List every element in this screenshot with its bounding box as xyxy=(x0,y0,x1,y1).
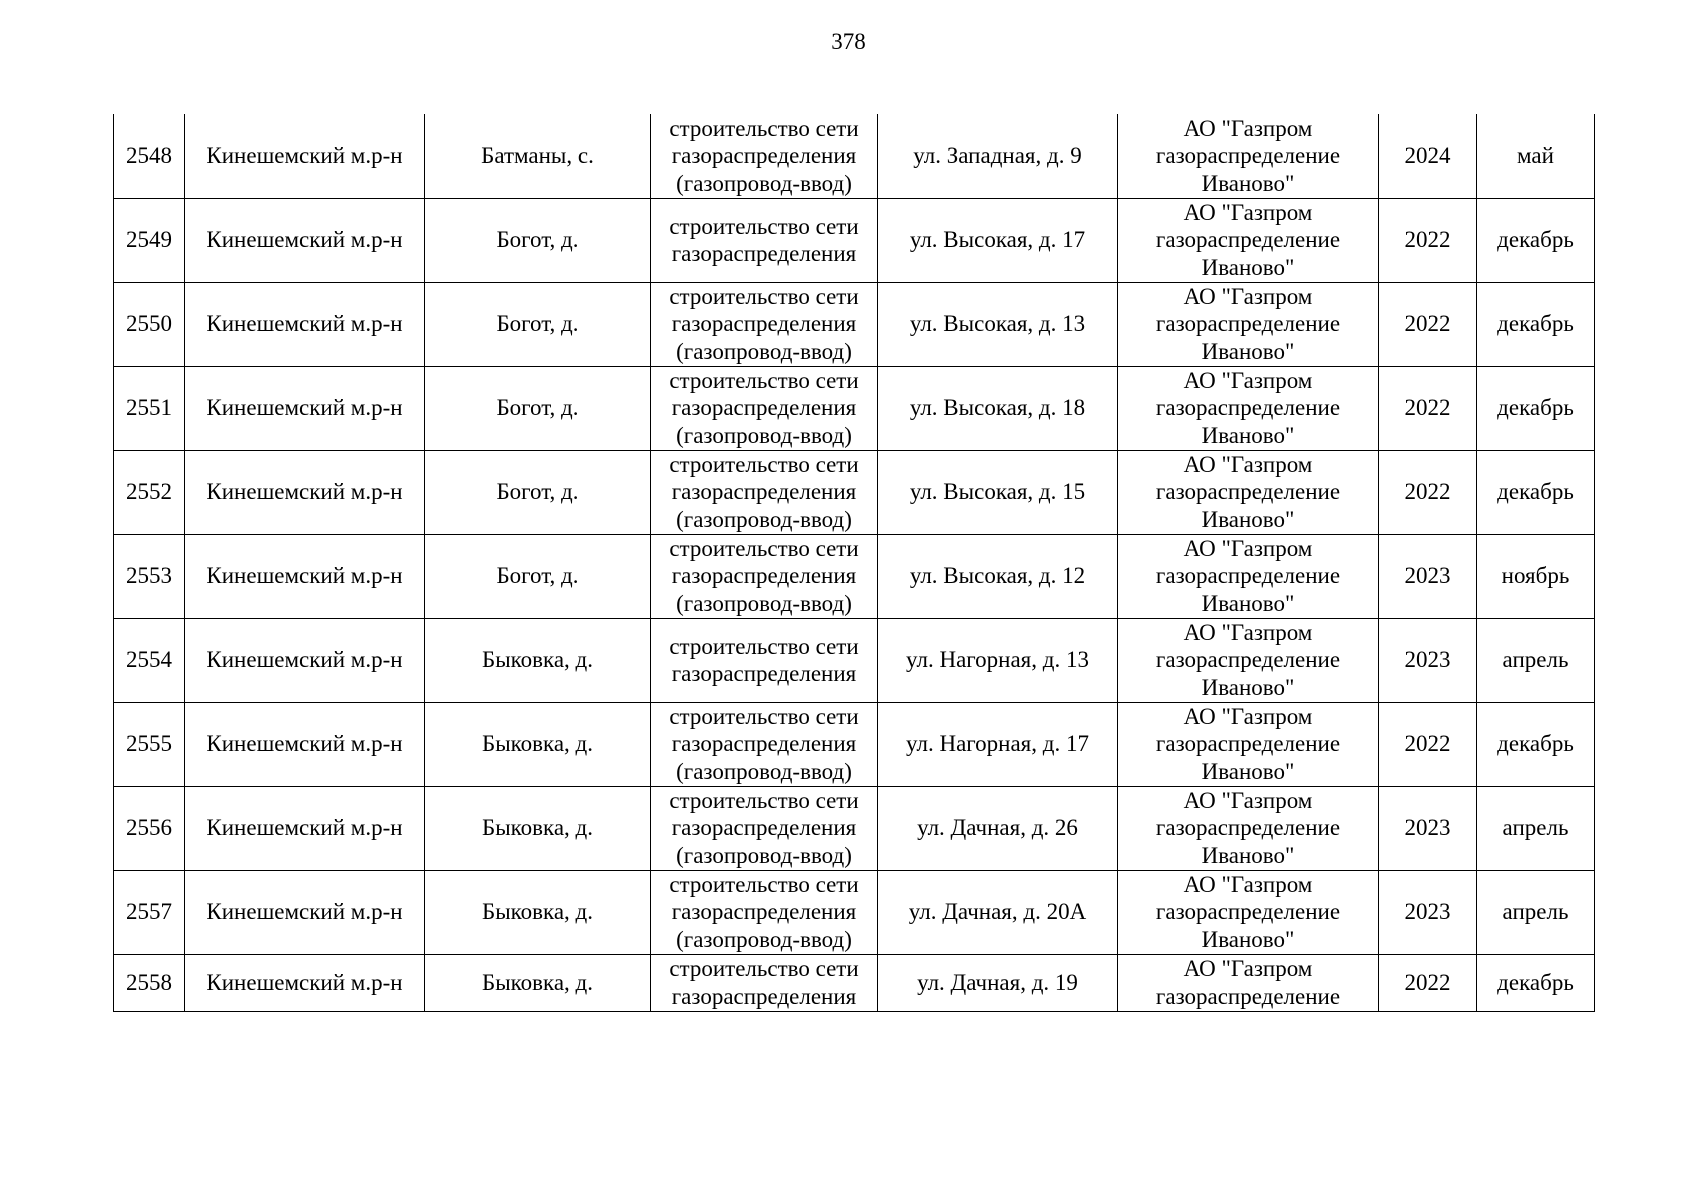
cell-work-type xyxy=(651,366,878,450)
cell-work-type-line: газораспределения xyxy=(671,661,857,686)
cell-organization-line: АО "Газпром xyxy=(1183,199,1313,225)
cell-year: 2022 xyxy=(1379,450,1477,534)
cell-work-type-line: строительство сети xyxy=(669,451,859,477)
cell-organization-line: АО "Газпром xyxy=(1183,535,1313,561)
cell-locality: Богот, д. xyxy=(425,450,651,534)
cell-year: 2022 xyxy=(1379,282,1477,366)
cell-organization-line: АО "Газпром xyxy=(1183,703,1313,729)
cell-locality: Быковка, д. xyxy=(425,870,651,954)
cell-locality: Батманы, с. xyxy=(425,114,651,198)
cell-organization-line: газораспределение xyxy=(1155,647,1341,673)
cell-work-type-line: газораспределения xyxy=(671,983,857,1009)
cell-organization-line: Иваново" xyxy=(1201,758,1295,784)
cell-address: ул. Высокая, д. 12 xyxy=(878,534,1118,618)
table-row xyxy=(114,198,1595,282)
cell-work-type xyxy=(651,786,878,870)
cell-organization-line: Иваново" xyxy=(1201,926,1295,952)
cell-work-type-line: газораспределения xyxy=(671,815,857,841)
cell-work-type-line: (газопровод-ввод) xyxy=(676,338,852,364)
cell-number: 2550 xyxy=(114,282,185,366)
cell-address: ул. Дачная, д. 20А xyxy=(878,870,1118,954)
cell-address: ул. Дачная, д. 26 xyxy=(878,786,1118,870)
cell-month: апрель xyxy=(1477,786,1595,870)
cell-organization-line: Иваново" xyxy=(1201,842,1295,868)
cell-number: 2557 xyxy=(114,870,185,954)
table-row xyxy=(114,954,1595,1011)
cell-organization-line: АО "Газпром xyxy=(1183,115,1313,141)
cell-month: декабрь xyxy=(1477,366,1595,450)
cell-organization-line: Иваново" xyxy=(1201,338,1295,364)
cell-organization-line: Иваново" xyxy=(1201,422,1295,448)
cell-year: 2023 xyxy=(1379,618,1477,702)
cell-work-type-line: (газопровод-ввод) xyxy=(676,170,852,196)
cell-organization-line: газораспределение xyxy=(1155,479,1341,505)
cell-district: Кинешемский м.р-н xyxy=(185,702,425,786)
cell-number: 2554 xyxy=(114,618,185,702)
cell-organization xyxy=(1118,282,1379,366)
cell-month: декабрь xyxy=(1477,450,1595,534)
cell-organization-line: газораспределение xyxy=(1155,815,1341,841)
cell-year: 2024 xyxy=(1379,114,1477,198)
cell-district: Кинешемский м.р-н xyxy=(185,282,425,366)
cell-locality: Богот, д. xyxy=(425,282,651,366)
cell-organization xyxy=(1118,870,1379,954)
cell-locality: Богот, д. xyxy=(425,198,651,282)
cell-year: 2023 xyxy=(1379,870,1477,954)
cell-work-type-line: строительство сети xyxy=(669,213,859,239)
cell-work-type xyxy=(651,954,878,1011)
cell-work-type-line: строительство сети xyxy=(669,633,859,659)
table-row xyxy=(114,534,1595,618)
table-row xyxy=(114,870,1595,954)
cell-organization-line: газораспределение xyxy=(1155,899,1341,925)
gas-network-table xyxy=(113,114,1595,1012)
cell-month: декабрь xyxy=(1477,282,1595,366)
cell-work-type-line: газораспределения xyxy=(671,563,857,589)
cell-number: 2556 xyxy=(114,786,185,870)
cell-district: Кинешемский м.р-н xyxy=(185,954,425,1011)
cell-work-type-line: газораспределения xyxy=(671,899,857,925)
cell-organization xyxy=(1118,702,1379,786)
cell-year: 2022 xyxy=(1379,702,1477,786)
cell-organization-line: АО "Газпром xyxy=(1183,283,1313,309)
cell-organization-line: газораспределение xyxy=(1155,563,1341,589)
cell-locality: Быковка, д. xyxy=(425,954,651,1011)
page-number: 378 xyxy=(831,29,866,54)
cell-organization-line: газораспределение xyxy=(1155,311,1341,337)
cell-work-type-line: (газопровод-ввод) xyxy=(676,842,852,868)
cell-work-type-line: газораспределения xyxy=(671,241,857,266)
cell-organization xyxy=(1118,786,1379,870)
cell-organization-line: Иваново" xyxy=(1201,170,1295,196)
cell-organization-line: АО "Газпром xyxy=(1183,367,1313,393)
cell-organization-line: Иваново" xyxy=(1201,674,1295,700)
cell-district: Кинешемский м.р-н xyxy=(185,450,425,534)
cell-month: декабрь xyxy=(1477,702,1595,786)
cell-address: ул. Высокая, д. 13 xyxy=(878,282,1118,366)
cell-number: 2553 xyxy=(114,534,185,618)
cell-work-type-line: строительство сети xyxy=(669,871,859,897)
cell-work-type-line: (газопровод-ввод) xyxy=(676,506,852,532)
cell-work-type xyxy=(651,534,878,618)
cell-month: апрель xyxy=(1477,618,1595,702)
cell-address: ул. Нагорная, д. 17 xyxy=(878,702,1118,786)
cell-district: Кинешемский м.р-н xyxy=(185,786,425,870)
cell-organization-line: Иваново" xyxy=(1201,254,1295,280)
cell-locality: Быковка, д. xyxy=(425,786,651,870)
cell-work-type-line: (газопровод-ввод) xyxy=(676,422,852,448)
cell-address: ул. Нагорная, д. 13 xyxy=(878,618,1118,702)
cell-work-type-line: строительство сети xyxy=(669,787,859,813)
cell-number: 2548 xyxy=(114,114,185,198)
cell-work-type xyxy=(651,450,878,534)
cell-locality: Богот, д. xyxy=(425,366,651,450)
cell-work-type-line: газораспределения xyxy=(671,731,857,757)
cell-work-type-line: строительство сети xyxy=(669,535,859,561)
cell-number: 2552 xyxy=(114,450,185,534)
cell-year: 2022 xyxy=(1379,954,1477,1011)
cell-work-type-line: строительство сети xyxy=(669,115,859,141)
cell-organization-line: газораспределение xyxy=(1155,983,1341,1009)
cell-month: май xyxy=(1477,114,1595,198)
cell-address: ул. Дачная, д. 19 xyxy=(878,954,1118,1011)
cell-district: Кинешемский м.р-н xyxy=(185,114,425,198)
cell-work-type-line: строительство сети xyxy=(669,367,859,393)
cell-organization-line: газораспределение xyxy=(1155,395,1341,421)
cell-address: ул. Западная, д. 9 xyxy=(878,114,1118,198)
cell-organization xyxy=(1118,366,1379,450)
cell-organization-line: газораспределение xyxy=(1155,227,1341,253)
cell-organization-line: АО "Газпром xyxy=(1183,451,1313,477)
cell-district: Кинешемский м.р-н xyxy=(185,366,425,450)
cell-work-type xyxy=(651,870,878,954)
cell-organization xyxy=(1118,618,1379,702)
cell-address: ул. Высокая, д. 18 xyxy=(878,366,1118,450)
cell-work-type-line: строительство сети xyxy=(669,703,859,729)
cell-number: 2549 xyxy=(114,198,185,282)
cell-address: ул. Высокая, д. 15 xyxy=(878,450,1118,534)
table-row xyxy=(114,702,1595,786)
cell-organization-line: АО "Газпром xyxy=(1183,787,1313,813)
cell-work-type-line: газораспределения xyxy=(671,479,857,505)
cell-year: 2022 xyxy=(1379,198,1477,282)
cell-organization xyxy=(1118,450,1379,534)
cell-locality: Быковка, д. xyxy=(425,618,651,702)
cell-district: Кинешемский м.р-н xyxy=(185,618,425,702)
cell-work-type-line: газораспределения xyxy=(671,311,857,337)
cell-address: ул. Высокая, д. 17 xyxy=(878,198,1118,282)
cell-work-type xyxy=(651,618,878,702)
cell-month: декабрь xyxy=(1477,198,1595,282)
table-row xyxy=(114,282,1595,366)
cell-work-type-line: (газопровод-ввод) xyxy=(676,926,852,952)
cell-year: 2022 xyxy=(1379,366,1477,450)
cell-month: ноябрь xyxy=(1477,534,1595,618)
cell-work-type xyxy=(651,114,878,198)
cell-locality: Богот, д. xyxy=(425,534,651,618)
cell-district: Кинешемский м.р-н xyxy=(185,870,425,954)
cell-work-type-line: (газопровод-ввод) xyxy=(676,758,852,784)
cell-organization-line: газораспределение xyxy=(1155,731,1341,757)
table-row xyxy=(114,114,1595,198)
cell-work-type-line: строительство сети xyxy=(669,283,859,309)
cell-work-type-line: (газопровод-ввод) xyxy=(676,590,852,616)
cell-organization xyxy=(1118,198,1379,282)
table-row xyxy=(114,786,1595,870)
table-body xyxy=(114,114,1595,1011)
cell-district: Кинешемский м.р-н xyxy=(185,534,425,618)
cell-work-type-line: газораспределения xyxy=(671,395,857,421)
cell-work-type xyxy=(651,282,878,366)
cell-month: апрель xyxy=(1477,870,1595,954)
cell-number: 2555 xyxy=(114,702,185,786)
cell-organization-line: АО "Газпром xyxy=(1183,871,1313,897)
cell-work-type xyxy=(651,198,878,282)
cell-number: 2551 xyxy=(114,366,185,450)
cell-organization xyxy=(1118,954,1379,1011)
cell-organization-line: Иваново" xyxy=(1201,590,1295,616)
cell-month: декабрь xyxy=(1477,954,1595,1011)
cell-organization xyxy=(1118,114,1379,198)
table-row xyxy=(114,366,1595,450)
cell-locality: Быковка, д. xyxy=(425,702,651,786)
cell-year: 2023 xyxy=(1379,786,1477,870)
cell-number: 2558 xyxy=(114,954,185,1011)
cell-year: 2023 xyxy=(1379,534,1477,618)
cell-work-type-line: газораспределения xyxy=(671,143,857,168)
cell-work-type-line: строительство сети xyxy=(669,956,859,981)
cell-organization xyxy=(1118,534,1379,618)
table-row xyxy=(114,618,1595,702)
cell-organization-line: АО "Газпром xyxy=(1183,619,1313,645)
cell-organization-line: газораспределение xyxy=(1155,143,1341,168)
cell-organization-line: АО "Газпром xyxy=(1183,956,1313,981)
cell-work-type xyxy=(651,702,878,786)
cell-organization-line: Иваново" xyxy=(1201,506,1295,532)
table-row xyxy=(114,450,1595,534)
cell-district: Кинешемский м.р-н xyxy=(185,198,425,282)
